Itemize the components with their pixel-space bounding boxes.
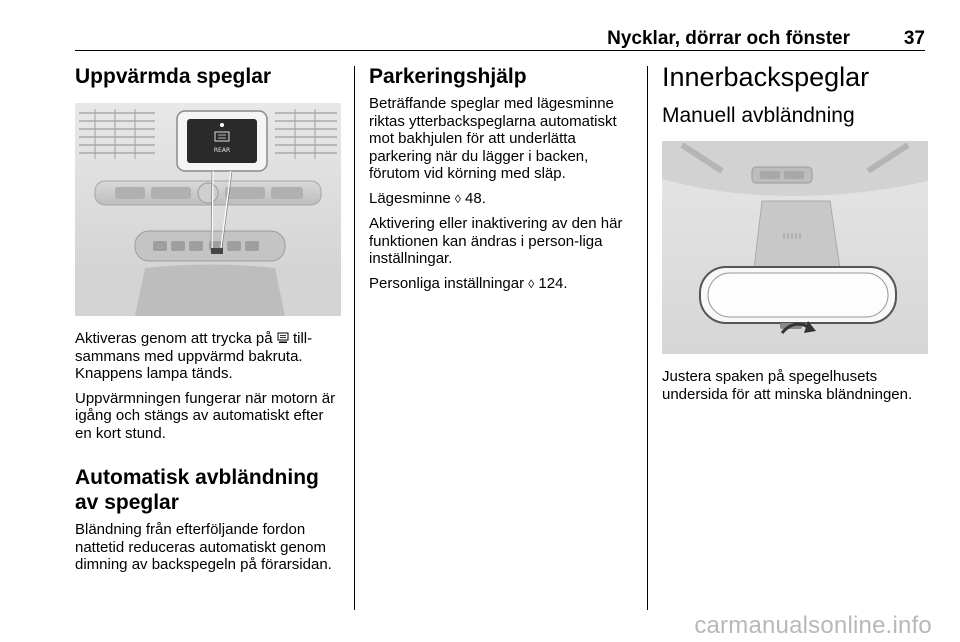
page-ref-icon: ◊ bbox=[454, 191, 461, 206]
interior-mirror-illustration bbox=[662, 141, 928, 354]
paragraph-activation: Aktiveras genom att trycka på till-sammans med uppvärmd bakruta. Knappens lampa tänds. bbox=[75, 330, 313, 382]
mirror-image bbox=[662, 141, 928, 354]
section-heading-heated-mirrors: Uppvärmda speglar bbox=[75, 65, 272, 88]
paragraph-settings: Aktivering eller inaktivering av den här funktionen kan ändras i person-liga inställningar. bbox=[369, 215, 623, 267]
dashboard-console-image bbox=[75, 103, 341, 316]
column-divider-1 bbox=[354, 66, 355, 610]
page-ref-icon: ◊ bbox=[528, 276, 535, 291]
column-middle bbox=[369, 64, 633, 300]
paragraph-heating-duration: Uppvärmningen fungerar när motorn är igång och stängs av automatiskt efter en kort stund. bbox=[75, 389, 336, 442]
paragraph-parking-assist: Beträffande speglar med lägesminne riktas ytterbackspeglarna automatiskt mot bakhjulen för att underlätta parkering när du lägger i backen, förutom vid körning med släp. bbox=[369, 95, 617, 182]
paragraph-personal-settings-ref: Personliga inställningar ◊ 124. bbox=[369, 274, 568, 292]
subheading-manual-dimming: Manuell avbländning bbox=[662, 104, 855, 127]
page-header bbox=[0, 28, 925, 52]
paragraph-memory-ref: Lägesminne ◊ 48. bbox=[369, 189, 486, 207]
paragraph-manual-dimming: Justera spaken på spegelhusets undersida för att minska bländningen. bbox=[662, 368, 913, 403]
section-heading-parking-assist: Parkeringshjälp bbox=[369, 65, 527, 88]
section-heading-interior-mirrors: Innerbackspeglar bbox=[662, 62, 870, 92]
heated-mirror-button-illustration bbox=[75, 103, 341, 316]
column-right bbox=[662, 62, 928, 410]
page-ref-link[interactable]: 124. bbox=[538, 274, 568, 292]
page-ref-link[interactable]: 48. bbox=[465, 189, 486, 207]
page-number: 37 bbox=[903, 28, 925, 49]
section-heading-auto-dimming: Automatisk avbländning av speglar bbox=[75, 466, 319, 514]
rear-label: REAR bbox=[213, 147, 231, 154]
paragraph-auto-dimming: Bländning från efterföljande fordon nattetid reduceras automatiskt genom dimning av backspegeln på förarsidan. bbox=[75, 521, 332, 573]
rear-window-heater-icon bbox=[277, 332, 289, 344]
header-rule bbox=[75, 50, 925, 51]
column-divider-2 bbox=[647, 66, 648, 610]
column-left bbox=[75, 64, 341, 581]
watermark: carmanualsonline.info bbox=[694, 612, 932, 639]
chapter-title: Nycklar, dörrar och fönster bbox=[607, 28, 850, 49]
